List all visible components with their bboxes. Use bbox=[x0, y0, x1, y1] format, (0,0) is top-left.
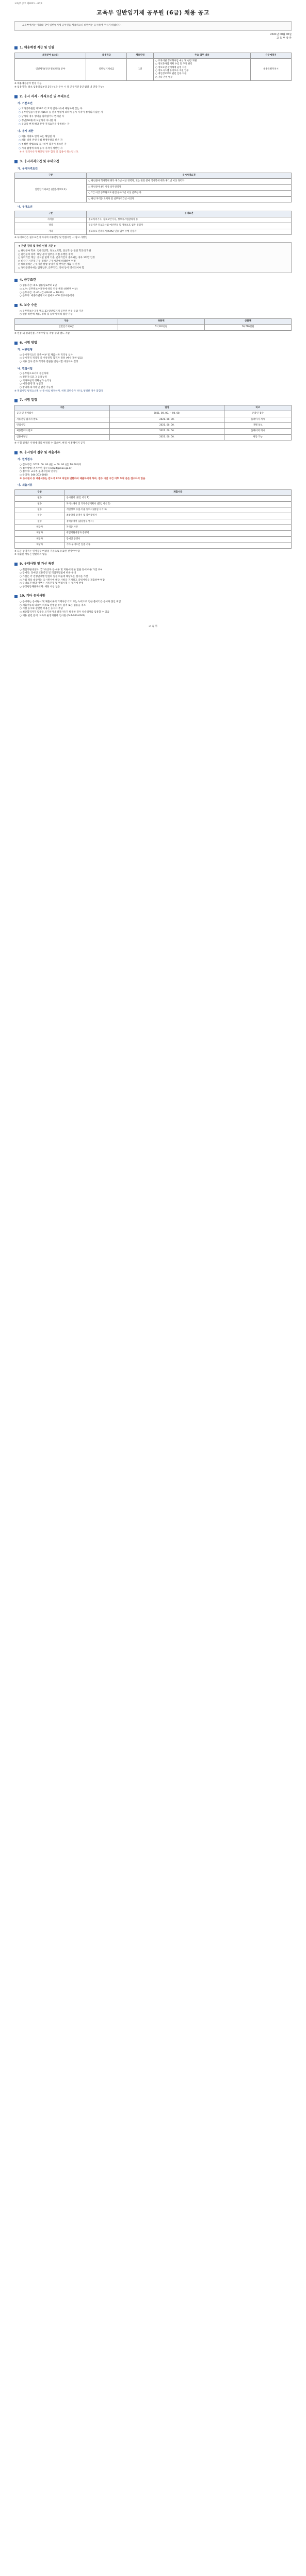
table-cell: 78,710천원 bbox=[204, 325, 291, 330]
table-header: 상한액 bbox=[204, 319, 291, 325]
table-cell: 2021. 00. 00. bbox=[109, 429, 224, 434]
line: ○ 접수기간: 2021. 00. 00.(월) ~ 00. 00.(금) 18:00까지 bbox=[20, 463, 82, 466]
section-title: 6. 시험 방법 bbox=[20, 341, 37, 345]
note: ※ 모든 증명서는 원서접수 마감일 기준으로 유효한 것이어야 함 bbox=[14, 550, 80, 553]
table-cell: 필수 bbox=[15, 513, 65, 519]
table-row bbox=[15, 543, 292, 548]
table-cell: 최종학력 증명서 및 학위증명서 bbox=[65, 513, 292, 519]
line: ○ 채용 관련 문의: 교육부 운영지원과 인사팀 (044-203-0000) bbox=[20, 614, 86, 617]
table-row bbox=[15, 434, 292, 440]
section-heading bbox=[14, 95, 292, 99]
list-item: ○ 공무원임용시험령 제16조 등 관계 법령에 의하여 응시 자격이 정지되지 않은 자 bbox=[19, 111, 292, 115]
table-header: 응시자격요건 bbox=[87, 173, 292, 179]
line: ○ 응시자는 응시원서 및 제출서류의 기재사항 착오 또는 누락으로 인한 불이익은 응시자 본인 책임 bbox=[20, 601, 121, 604]
note: ※ 위 결격사유가 확인될 경우 합격 및 임용이 취소됩니다. bbox=[20, 151, 79, 154]
box-line: ○ 경력기간 계산: 공고일 현재 기준, 근무기간이 중복되는 경우 1회만 인정 bbox=[18, 257, 95, 260]
table-cell: ○ 7급 이상 공무원으로 관련 분야 2년 이상 근무한 자 bbox=[87, 191, 292, 196]
section-heading bbox=[14, 594, 292, 599]
section-bar-icon bbox=[14, 95, 18, 98]
line: ○ 최종합격자가 임용을 포기하거나 결격사유가 발생한 경우 차순위자를 임용할 수 있음 bbox=[20, 611, 109, 614]
table-cell: ○ 관련 자격증 소지자 및 실무경력 2년 이상자 bbox=[87, 196, 292, 202]
box-line: ○ 관련분야 학위: 컴퓨터공학, 정보보호학, 전산학 등 관련 학과의 학위 bbox=[18, 249, 91, 252]
table-cell: 2021. 00. 00. ~ 00. 00. bbox=[109, 411, 224, 417]
note: ※ 채용예정분야 변경 가능 bbox=[14, 82, 42, 86]
table-cell: 임용예정일 bbox=[15, 434, 110, 440]
box-line: ○ 경력증명서에는 담당업무, 근무기간, 직위 등이 명시되어야 함 bbox=[18, 267, 85, 270]
table-cell: 필수 bbox=[15, 507, 65, 513]
line: ○ 근무지: 세종특별자치시 갈매로 408 정부세종청사 bbox=[20, 295, 74, 298]
table-header: 구분 bbox=[15, 211, 87, 217]
line: ○ 제출서류의 내용이 허위로 판명될 경우 합격 또는 임용을 취소 bbox=[20, 604, 86, 607]
line: ○ 양성평등채용목표제: 해당 사항 없음 bbox=[20, 585, 60, 588]
table-cell: 필수 bbox=[15, 496, 65, 501]
duty-item: ○ 기타 관련 업무 bbox=[155, 76, 173, 79]
table-cell: ○ 관련분야 4년 이상 실무경력자 bbox=[87, 184, 292, 190]
table-cell: 정보처리기사, 정보보안기사, 정보시스템감리사 등 bbox=[87, 217, 292, 223]
table-cell: 해당자 bbox=[15, 531, 65, 536]
section-bar-icon bbox=[14, 563, 18, 566]
table-header: 근무예정지 bbox=[250, 53, 291, 58]
section-4 bbox=[14, 278, 292, 298]
schedule-table bbox=[14, 405, 292, 440]
section-9 bbox=[14, 562, 292, 589]
list-item: ○ 채용 비위 관련 유죄 확정판결을 받은 자 bbox=[19, 139, 292, 143]
line: ○ 임용기간: 최초 임용일로부터 2년 bbox=[20, 284, 57, 287]
section-title: 10. 기타 유의사항 bbox=[20, 594, 45, 598]
duty-item: ○ 정보시스템 유지보수 지원 업무 bbox=[155, 70, 189, 73]
table-row bbox=[15, 223, 292, 229]
duty-item: ○ 정보화사업 계획 수립 및 추진 관리 bbox=[155, 63, 192, 66]
table-cell: 2021. 00. 00. bbox=[109, 422, 224, 428]
announcement-date: 2021년 00월 00일 bbox=[270, 33, 292, 36]
table-cell: 경력증명서 (담당업무 명시) bbox=[65, 519, 292, 524]
position-table bbox=[14, 53, 292, 81]
basic-requirements-list bbox=[14, 108, 292, 127]
section-title: 2. 응시 자격 · 자격요건 및 우대요건 bbox=[20, 94, 70, 98]
subsection-title: 나. 우대요건 bbox=[18, 205, 33, 209]
table-row bbox=[15, 422, 292, 428]
table-row bbox=[15, 229, 292, 234]
table-cell: 자격증 bbox=[15, 217, 87, 223]
table-cell: 2021. 00. 00. bbox=[109, 417, 224, 422]
table-row bbox=[15, 501, 292, 507]
table-row bbox=[15, 411, 292, 417]
list-item: ○ 기타 법령에 따라 응시 자격이 제한된 자 bbox=[19, 147, 292, 151]
section-6 bbox=[14, 341, 292, 394]
list-item: ○ 공고일 현재 해당 분야 자격요건을 충족하는 자 bbox=[19, 123, 292, 127]
table-cell: 서류전형 합격자 발표 bbox=[15, 417, 110, 422]
note: ※ 우대요건은 필수요건이 아니며 서류전형 및 면접시험 시 참고 사항임 bbox=[14, 236, 88, 239]
section-heading bbox=[14, 451, 292, 455]
table-cell: 세종특별자치시 bbox=[250, 58, 291, 80]
note: ※ 시험 일정은 사정에 따라 변경될 수 있으며, 변경 시 홈페이지 공지 bbox=[14, 442, 85, 445]
list-item: ○ 정년(60세)에 도달하지 아니한 자 bbox=[19, 120, 292, 123]
table-cell: 기타 bbox=[15, 229, 87, 234]
section-5 bbox=[14, 303, 292, 335]
table-cell: 공고 및 원서접수 bbox=[15, 411, 110, 417]
table-cell: 경력 bbox=[15, 223, 87, 229]
table-header: 제출서류 bbox=[65, 489, 292, 495]
section-title: 3. 응시자격요건 및 우대요건 bbox=[20, 159, 59, 163]
restriction-list bbox=[14, 135, 292, 151]
table-header: 채용분야 (소속) bbox=[15, 53, 86, 58]
box-line: ○ 해외경력은 근무기관 발급 증명서 및 번역본 제출 시 인정 bbox=[18, 263, 80, 266]
table-row bbox=[15, 536, 292, 542]
line: ○ 의사표현의 정확성과 논리성 bbox=[20, 379, 52, 382]
subsection-title: 가. 기본요건 bbox=[18, 102, 33, 106]
line: ○ 응시자격 적격자 중 서류전형 합격자 결정 (배수 제한 없음) bbox=[20, 357, 83, 360]
section-title: 9. 우대사항 및 가산 특전 bbox=[20, 562, 54, 566]
section-title: 7. 시험 일정 bbox=[20, 398, 37, 402]
table-header: 구분 bbox=[15, 489, 65, 495]
table-cell: 자격증 사본 bbox=[65, 525, 292, 531]
section-bar-icon bbox=[14, 279, 18, 282]
table-cell: 자기소개서 및 직무수행계획서 (붙임 서식 2) bbox=[65, 501, 292, 507]
section-2 bbox=[14, 95, 292, 155]
list-item: ○ 부정한 방법으로 응시하여 합격이 취소된 자 bbox=[19, 143, 292, 147]
table-header: 채용인원 bbox=[127, 53, 154, 58]
line: ○ 취업지원대상자: 국가유공자 등 예우 및 지원에 관한 법률 등에 따른 가점 부여 bbox=[20, 568, 103, 571]
line: ○ 응시자격요건 충족 여부 및 제출서류 적격성 심사 bbox=[20, 353, 73, 357]
table-header: 구분 bbox=[15, 319, 118, 325]
table-cell: 일반임기제 6급 (전산·정보보호) bbox=[15, 179, 87, 202]
table-cell: 일반임기제 6급 bbox=[86, 58, 127, 80]
intro-box bbox=[14, 21, 292, 31]
subsection-title: 가. 응시자격요건 bbox=[18, 167, 38, 171]
table-cell: 1명 bbox=[127, 58, 154, 80]
box-title: < 관련 경력 및 학위 인정 기준 > bbox=[18, 244, 56, 248]
page-container bbox=[0, 0, 306, 645]
table-cell: 개인정보 수집·이용 동의서 (붙임 서식 3) bbox=[65, 507, 292, 513]
line: ○ 접수처: 교육부 운영지원과 인사팀 bbox=[20, 470, 58, 473]
note: ※ 임용기간: 최초 임용일로부터 2년 (성과 우수 시 총 근무기간 5년 범위 내 연장 가능) bbox=[14, 86, 104, 89]
list-item: ○ 채용 비위로 면직 또는 해임된 자 bbox=[19, 135, 292, 139]
table-cell: 장애인 증명서 bbox=[65, 536, 292, 542]
section-bar-icon bbox=[14, 46, 18, 49]
subsection-title: 나. 면접시험 bbox=[18, 367, 33, 370]
line: ○ 문의처: 044-203-0000 bbox=[20, 473, 48, 477]
section-heading bbox=[14, 46, 292, 50]
line: ○ 예의·품행 및 성실성 bbox=[20, 383, 43, 386]
table-cell: ○ 관련분야 학사학위 취득 후 3년 이상 경력자, 또는 관련 분야 석사학위 취득 후 1년 이상 경력자 bbox=[87, 179, 292, 184]
table-row bbox=[15, 496, 292, 501]
line: ○ 공무원으로서의 정신자세 bbox=[20, 372, 49, 376]
table-row bbox=[15, 179, 292, 184]
section-title: 4. 근무조건 bbox=[20, 278, 36, 282]
duty-item: ○ 교육기관 정보화사업 예산 및 현장 지원 bbox=[155, 59, 197, 62]
section-title: 5. 보수 수준 bbox=[20, 303, 37, 308]
section-bar-icon bbox=[14, 451, 18, 454]
section-10 bbox=[14, 594, 292, 618]
table-cell: 응시원서 (붙임 서식 1) bbox=[65, 496, 292, 501]
section-title: 1. 채용예정 직급 및 인원 bbox=[20, 45, 54, 49]
line: ○ 공무원보수규정 별표 33 일반임기제 공무원 연봉 등급 기준 bbox=[20, 310, 84, 313]
line: ○ 우대요건 해당 여부는 서류전형 및 면접시험 시 평가에 반영 bbox=[20, 582, 84, 585]
table-cell: 홈페이지 게시 bbox=[224, 417, 292, 422]
subsection-title: 가. 서류전형 bbox=[18, 348, 33, 352]
line: ○ 시험 응시와 관련한 비용은 응시자 부담 bbox=[20, 607, 63, 611]
table-row bbox=[15, 217, 292, 223]
table-cell: 필수 bbox=[15, 501, 65, 507]
line: ○ 가점 적용 대상자는 응시원서에 해당 사항을 기재하고 증빙서류를 제출하여야 함 bbox=[20, 579, 105, 582]
table-row bbox=[15, 325, 292, 330]
documents-table bbox=[14, 489, 292, 549]
line: ○ 접수방법: 전자우편 접수 (recruit@moe.go.kr) bbox=[20, 467, 73, 470]
duties-cell bbox=[154, 58, 251, 80]
important-note: ※ 응시원서 등 제출서류는 반드시 PDF 파일로 변환하여 제출하여야 하며, 접수 마감 시간 이후 도착 분은 접수하지 않음 bbox=[20, 477, 146, 480]
table-cell: 해당자 bbox=[15, 525, 65, 531]
table-row bbox=[15, 507, 292, 513]
table-header: 구분 bbox=[15, 173, 87, 179]
criteria-box bbox=[14, 242, 292, 273]
table-row bbox=[15, 429, 292, 434]
section-heading bbox=[14, 160, 292, 164]
table-header: 주요 업무 내용 bbox=[154, 53, 251, 58]
duty-item: ○ 정보보안 관리체계 운영 지원 bbox=[155, 66, 187, 69]
table-cell: 개별 통보 bbox=[224, 422, 292, 428]
list-item: ○ 남자의 경우 병역을 필하였거나 면제된 자 bbox=[19, 115, 292, 119]
table-cell: 기타 우대요건 입증 서류 bbox=[65, 543, 292, 548]
line: ○ 창의력·의지력 및 발전 가능성 bbox=[20, 386, 53, 389]
table-cell: 최종합격자 발표 bbox=[15, 429, 110, 434]
table-cell: 일반임기제 6급 bbox=[15, 325, 118, 330]
note: ※ 면접시험 평정요소별 상·중·하로 평정하며, 위원 과반수가 '하'로 평정한 경우 불합격 bbox=[14, 389, 103, 393]
table-cell: 면접시험 bbox=[15, 422, 110, 428]
table-row bbox=[15, 417, 292, 422]
line: ○ 근무시간: 주 40시간 (09:00 ~ 18:00) bbox=[20, 291, 64, 294]
subsection-title: 나. 응시 제한 bbox=[18, 130, 34, 133]
table-row bbox=[15, 519, 292, 524]
table-cell: 2021. 00. 00. bbox=[109, 434, 224, 440]
section-heading bbox=[14, 303, 292, 308]
section-heading bbox=[14, 562, 292, 567]
table-row bbox=[15, 525, 292, 531]
note: ※ 연봉 외 성과연봉, 가족수당 등 각종 수당 별도 지급 bbox=[14, 332, 70, 335]
page-title: 교육부 일반임기제 공무원 (6급) 채용 공고 bbox=[96, 9, 210, 16]
section-3 bbox=[14, 160, 292, 273]
line: ○ 전문지식과 그 응용능력 bbox=[20, 376, 47, 379]
table-header: 비고 bbox=[224, 405, 292, 411]
section-heading bbox=[14, 398, 292, 403]
box-line: ○ 비상근·시간제 근무 경력은 근무시간에 비례하여 인정 bbox=[18, 260, 76, 263]
table-cell: 정보보호 관리체계(ISMS) 인증 업무 수행 경험자 bbox=[87, 229, 292, 234]
table-cell: 온라인 접수 bbox=[224, 411, 292, 417]
subsection-title: 가. 원서접수 bbox=[18, 458, 33, 462]
line: ○ 보수: 공무원보수규정에 따라 연봉 책정 (하한액 이상) bbox=[20, 288, 78, 291]
salary-table bbox=[14, 318, 292, 331]
section-bar-icon bbox=[14, 399, 18, 402]
qualification-table bbox=[14, 173, 292, 202]
table-cell: 변동 가능 bbox=[224, 434, 292, 440]
table-header: 채용직급 bbox=[86, 53, 127, 58]
table-header: 우대요건 bbox=[87, 211, 292, 217]
section-8 bbox=[14, 451, 292, 557]
table-header: 구분 bbox=[15, 405, 110, 411]
table-cell: 51,520천원 bbox=[118, 325, 204, 330]
table-row bbox=[15, 58, 292, 80]
line: ○ 서류 심사 결과 적격자 전원을 면접시험 대상자로 결정 bbox=[20, 361, 78, 364]
table-cell: 해당자 bbox=[15, 543, 65, 548]
line: ○ 장애인: 장애인 고용촉진 및 직업재활법에 따른 우대 bbox=[20, 572, 76, 575]
list-item: ○ 국가공무원법 제33조 각 호의 결격사유에 해당하지 않는 자 bbox=[19, 108, 292, 111]
table-cell: 취업지원대상자 증명서 bbox=[65, 531, 292, 536]
table-header: 하한액 bbox=[118, 319, 204, 325]
box-line: ○ 관련분야 경력: 해당 분야 업무를 직접 수행한 경력 bbox=[18, 253, 73, 256]
section-1 bbox=[14, 46, 292, 90]
section-heading bbox=[14, 278, 292, 283]
section-7 bbox=[14, 398, 292, 446]
preference-table bbox=[14, 211, 292, 235]
section-heading bbox=[14, 341, 292, 346]
table-header: 일정 bbox=[109, 405, 224, 411]
section-title: 8. 응시원서 접수 및 제출서류 bbox=[20, 450, 60, 454]
section-bar-icon bbox=[14, 595, 18, 598]
footer-issuer: 교 육 부 bbox=[148, 625, 158, 629]
table-cell: 필수 bbox=[15, 519, 65, 524]
section-bar-icon bbox=[14, 160, 18, 163]
issuer: 교 육 부 장 관 bbox=[276, 37, 292, 40]
announcement-number: 교육부 공고 제2021 – 00호 bbox=[14, 3, 43, 5]
line: ○ 연봉 하한액 적용, 경력 및 능력에 따라 협상 가능 bbox=[20, 313, 73, 316]
table-cell: 공공기관 정보화사업 예산관리 및 정보보호 업무 경험자 bbox=[87, 223, 292, 229]
subsection-title: 나. 제출서류 bbox=[18, 484, 33, 487]
table-row bbox=[15, 531, 292, 536]
table-cell: 일반행정(전산·정보보호) 분야 bbox=[15, 58, 86, 80]
section-bar-icon bbox=[14, 342, 18, 345]
duty-item: ○ 개인정보보호 관련 업무 지원 bbox=[155, 73, 187, 76]
table-row bbox=[15, 513, 292, 519]
intro-text: 교육부에서는 아래와 같이 일반임기제 공무원을 채용하오니 희망자는 응시하여 주시기 바랍니다. bbox=[22, 24, 122, 27]
section-bar-icon bbox=[14, 304, 18, 307]
line: ○ 가점은 각 전형단계별 만점의 일정 비율에 해당하는 점수를 가산 bbox=[20, 575, 88, 578]
table-cell: 해당자 bbox=[15, 536, 65, 542]
date-line bbox=[14, 33, 292, 41]
table-cell: 홈페이지 게시 bbox=[224, 429, 292, 434]
note: ※ 제출된 서류는 반환하지 않음 bbox=[14, 553, 47, 556]
